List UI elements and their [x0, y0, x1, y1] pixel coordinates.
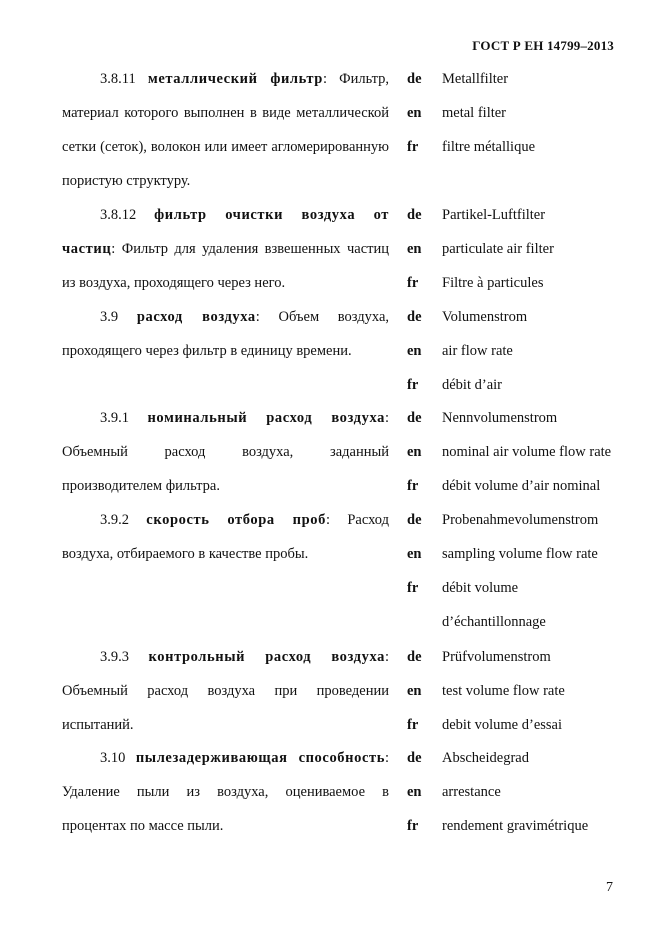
lang-code: fr: [407, 580, 419, 596]
translation-text: débit volume d’air nominal: [442, 478, 601, 494]
lang-code: fr: [407, 377, 419, 393]
translation-row: [407, 435, 647, 469]
translation-text: sampling volume flow rate: [442, 546, 598, 562]
translations: [407, 401, 647, 503]
translations: [407, 503, 647, 639]
translation-row: [407, 401, 647, 435]
translation-row: [407, 96, 647, 130]
translation-row: [407, 62, 647, 96]
term-definition: [62, 198, 389, 300]
lang-code: fr: [407, 818, 419, 834]
translation-row: [407, 640, 647, 674]
lang-code: fr: [407, 139, 419, 155]
lang-code: en: [407, 444, 422, 460]
translations: [407, 300, 647, 402]
definition-text: : Расход воздуха, отбираемого в качестве пробы.: [62, 512, 389, 562]
translation-row: [407, 571, 647, 605]
definition-text: : Фильтр, материал которого выполнен в виде металлической сетки (сеток), волокон или имеет агломерированную пористую структуру.: [62, 71, 390, 189]
lang-code: de: [407, 410, 422, 426]
term-name: скорость отбора проб: [146, 512, 327, 528]
term-definition: [62, 503, 389, 571]
translation-text: Abscheidegrad: [442, 750, 529, 766]
page-number: 7: [606, 880, 613, 895]
definition-text: : Фильтр для удаления взвешенных частиц из воздуха, проходящего через него.: [62, 241, 389, 291]
lang-code: fr: [407, 717, 419, 733]
translation-row: [407, 266, 647, 300]
translation-text: d’échantillonnage: [442, 614, 546, 630]
translation-text: débit volume: [442, 580, 519, 596]
translation-row: [407, 232, 647, 266]
translation-text: Filtre à particules: [442, 275, 544, 291]
term-definition: [62, 741, 389, 843]
translations: [407, 198, 647, 300]
term-definition: [62, 300, 389, 368]
term-number: 3.9.2: [100, 512, 129, 528]
translation-text: nominal air volume flow rate: [442, 444, 612, 460]
translations: [407, 62, 647, 164]
translation-text: Nennvolumenstrom: [442, 410, 558, 426]
lang-code: en: [407, 784, 422, 800]
term-name: контрольный расход воздуха: [148, 649, 385, 665]
term-name: пылезадерживающая способность: [135, 750, 385, 766]
term-number: 3.10: [100, 750, 126, 766]
term-name: расход воздуха: [136, 309, 256, 325]
lang-code: de: [407, 309, 422, 325]
translation-continuation: [407, 605, 647, 639]
lang-code: en: [407, 105, 422, 121]
definition-text: : Объем воздуха, проходящего через фильтр в единицу времени.: [62, 309, 390, 359]
translation-text: Partikel-Luftfilter: [442, 207, 546, 223]
translation-text: arrestance: [442, 784, 501, 800]
term-number: 3.9.1: [100, 410, 129, 426]
lang-code: de: [407, 71, 422, 87]
translation-row: [407, 674, 647, 708]
translation-row: [407, 130, 647, 164]
lang-code: en: [407, 241, 422, 257]
translation-row: [407, 334, 647, 368]
document-header: ГОСТ Р ЕН 14799–2013: [472, 38, 614, 53]
translation-row: [407, 809, 647, 843]
translation-text: filtre métallique: [442, 139, 536, 155]
term-definition: [62, 62, 389, 198]
translations: [407, 640, 647, 742]
translation-row: [407, 300, 647, 334]
term-definition: [62, 640, 389, 742]
term-number: 3.9.3: [100, 649, 129, 665]
definition-text: : Удаление пыли из воздуха, оцениваемое в процентах по массе пыли.: [62, 750, 390, 834]
translation-text: particulate air filter: [442, 241, 554, 257]
translations: [407, 741, 647, 843]
translation-text: Probenahmevolumenstrom: [442, 512, 599, 528]
term-name: фильтр очистки воздуха от частиц: [62, 207, 390, 257]
translation-text: rendement gravimétrique: [442, 818, 589, 834]
translation-row: [407, 198, 647, 232]
term-name: металлический фильтр: [147, 71, 323, 87]
term-number: 3.8.11: [100, 71, 136, 87]
lang-code: de: [407, 512, 422, 528]
translation-row: [407, 368, 647, 402]
lang-code: fr: [407, 275, 419, 291]
term-definition: [62, 401, 389, 503]
lang-code: en: [407, 683, 422, 699]
lang-code: fr: [407, 478, 419, 494]
lang-code: de: [407, 750, 422, 766]
translation-text: test volume flow rate: [442, 683, 565, 699]
definition-text: : Объемный расход воздуха при проведении испытаний.: [62, 649, 389, 733]
definition-text: : Объемный расход воздуха, заданный производителем фильтра.: [62, 410, 390, 494]
term-number: 3.8.12: [100, 207, 137, 223]
lang-code: de: [407, 207, 422, 223]
translation-text: Prüfvolumenstrom: [442, 649, 551, 665]
translation-row: [407, 775, 647, 809]
translation-text: metal filter: [442, 105, 507, 121]
term-name: номинальный расход воздуха: [147, 410, 385, 426]
translation-text: débit d’air: [442, 377, 502, 393]
lang-code: de: [407, 649, 422, 665]
lang-code: en: [407, 546, 422, 562]
term-number: 3.9: [100, 309, 119, 325]
translation-row: [407, 537, 647, 571]
translation-text: debit volume d’essai: [442, 717, 563, 733]
lang-code: en: [407, 343, 422, 359]
translation-text: Metallfilter: [442, 71, 509, 87]
translation-text: Volumenstrom: [442, 309, 528, 325]
translation-row: [407, 503, 647, 537]
translation-row: [407, 469, 647, 503]
translation-row: [407, 708, 647, 742]
translation-text: air flow rate: [442, 343, 513, 359]
translation-row: [407, 741, 647, 775]
